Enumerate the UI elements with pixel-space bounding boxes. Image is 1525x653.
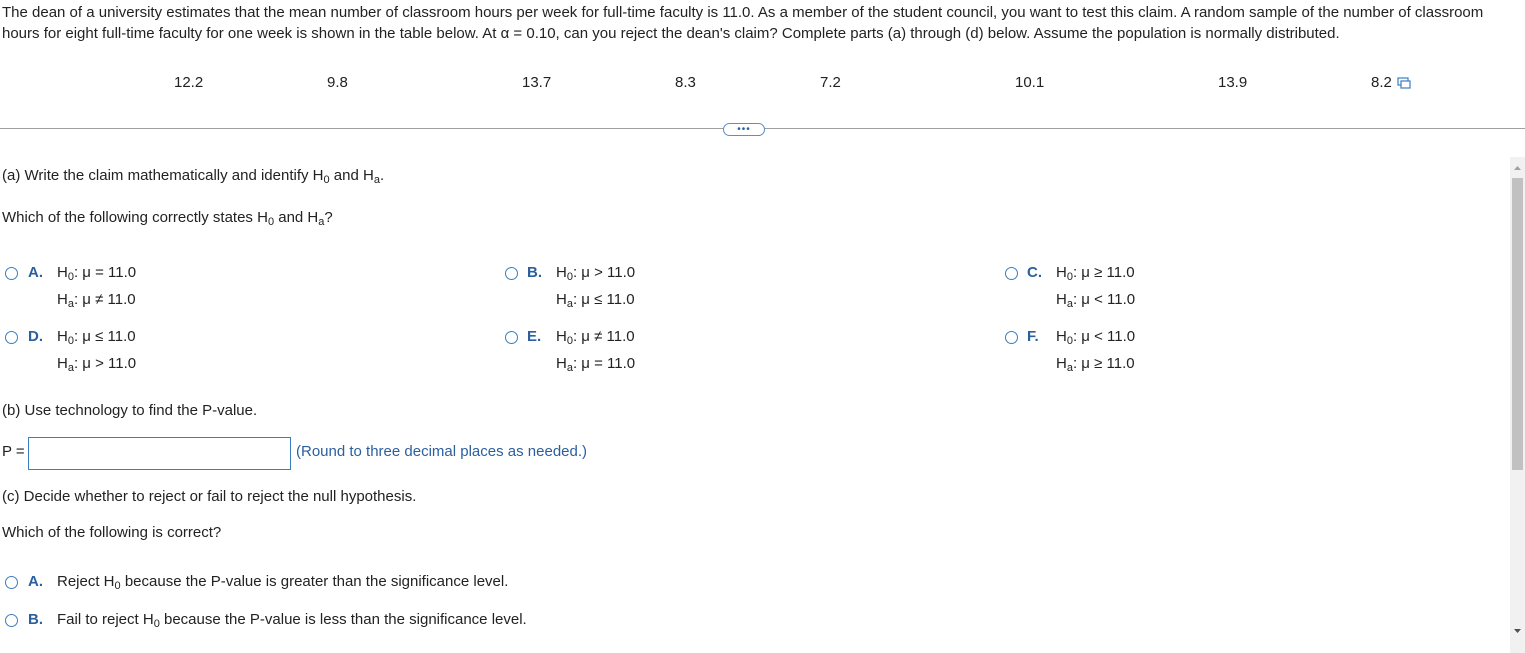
radio-button[interactable] <box>5 267 18 280</box>
part-a-prompt: (a) Write the claim mathematically and identify $H_0$ and $H_a$. <box>2 167 385 186</box>
scrollbar-thumb[interactable] <box>1512 178 1523 470</box>
radio-button[interactable] <box>1005 331 1018 344</box>
data-table <box>0 74 1525 94</box>
part-b-prompt: (b) Use technology to find the P-value. <box>2 402 258 419</box>
copy-data-icon[interactable] <box>1397 77 1411 89</box>
data-value: 13.9 <box>1218 74 1248 91</box>
radio-button[interactable] <box>5 576 18 589</box>
part-c-prompt: (c) Decide whether to reject or fail to reject the null hypothesis. <box>2 488 417 505</box>
data-value: 12.2 <box>174 74 204 91</box>
part-c-question: Which of the following is correct? <box>2 524 222 541</box>
scroll-up-icon[interactable] <box>1512 163 1523 173</box>
radio-button[interactable] <box>5 331 18 344</box>
expand-more-button[interactable]: ••• <box>723 123 765 136</box>
p-value-input[interactable] <box>28 437 291 470</box>
data-value: 9.8 <box>327 74 348 91</box>
data-value: 8.2 <box>1371 74 1392 91</box>
radio-button[interactable] <box>505 267 518 280</box>
scroll-down-icon[interactable] <box>1512 626 1523 636</box>
problem-statement: The dean of a university estimates that the mean number of classroom hours per week for full-time faculty is 11.0. As a member of the student council, you want to test this claim. A random sample of the number of classroom hours for eight full-time faculty for one week is shown in the table below. At α = 0.10, can you reject the dean's claim? Complete parts (a) through (d) below. Assume the population is normally distributed. <box>2 4 1484 42</box>
data-value: 13.7 <box>522 74 552 91</box>
p-value-label: P = <box>2 443 25 460</box>
data-value: 10.1 <box>1015 74 1045 91</box>
rounding-hint: (Round to three decimal places as needed.) <box>296 443 588 460</box>
radio-button[interactable] <box>1005 267 1018 280</box>
data-value: 8.3 <box>675 74 696 91</box>
part-a-question: Which of the following correctly states $H_0$ and $H_a$? <box>2 209 333 228</box>
radio-button[interactable] <box>505 331 518 344</box>
radio-button[interactable] <box>5 614 18 627</box>
data-value: 7.2 <box>820 74 841 91</box>
